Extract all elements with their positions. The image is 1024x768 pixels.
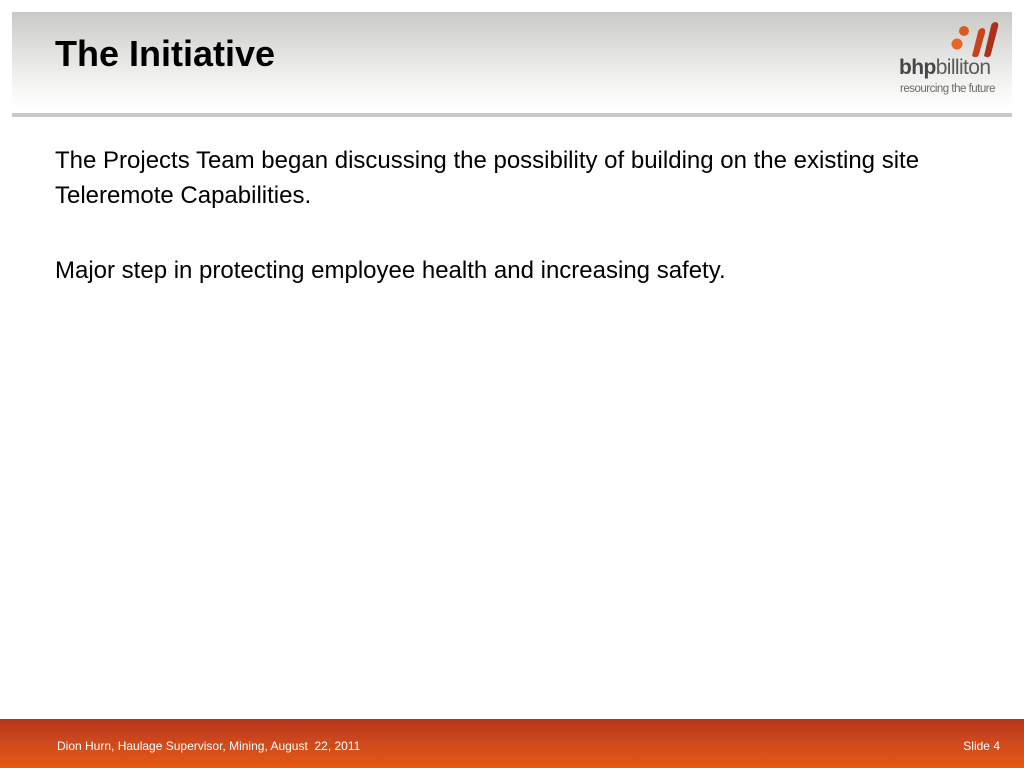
slide-body xyxy=(55,143,955,328)
slide-footer xyxy=(0,719,1024,768)
logo-wordmark: bhpbilliton xyxy=(899,56,991,79)
bhp-billiton-logo xyxy=(895,20,1005,100)
slide-title: The Initiative xyxy=(55,33,276,74)
body-paragraph-2: Major step in protecting employee health and increasing safety. xyxy=(55,257,726,284)
logo-tagline: resourcing the future xyxy=(900,83,995,95)
body-paragraph-1: The Projects Team began discussing the possibility of building on the existing site Teleremote Capabilities. xyxy=(55,147,920,209)
slide-number: Slide 4 xyxy=(963,739,1000,753)
header-divider xyxy=(12,113,1012,117)
logo-dots-icon xyxy=(950,20,1000,58)
footer-presenter-info: Dion Hurn, Haulage Supervisor, Mining, August 22, 2011 xyxy=(57,739,361,753)
